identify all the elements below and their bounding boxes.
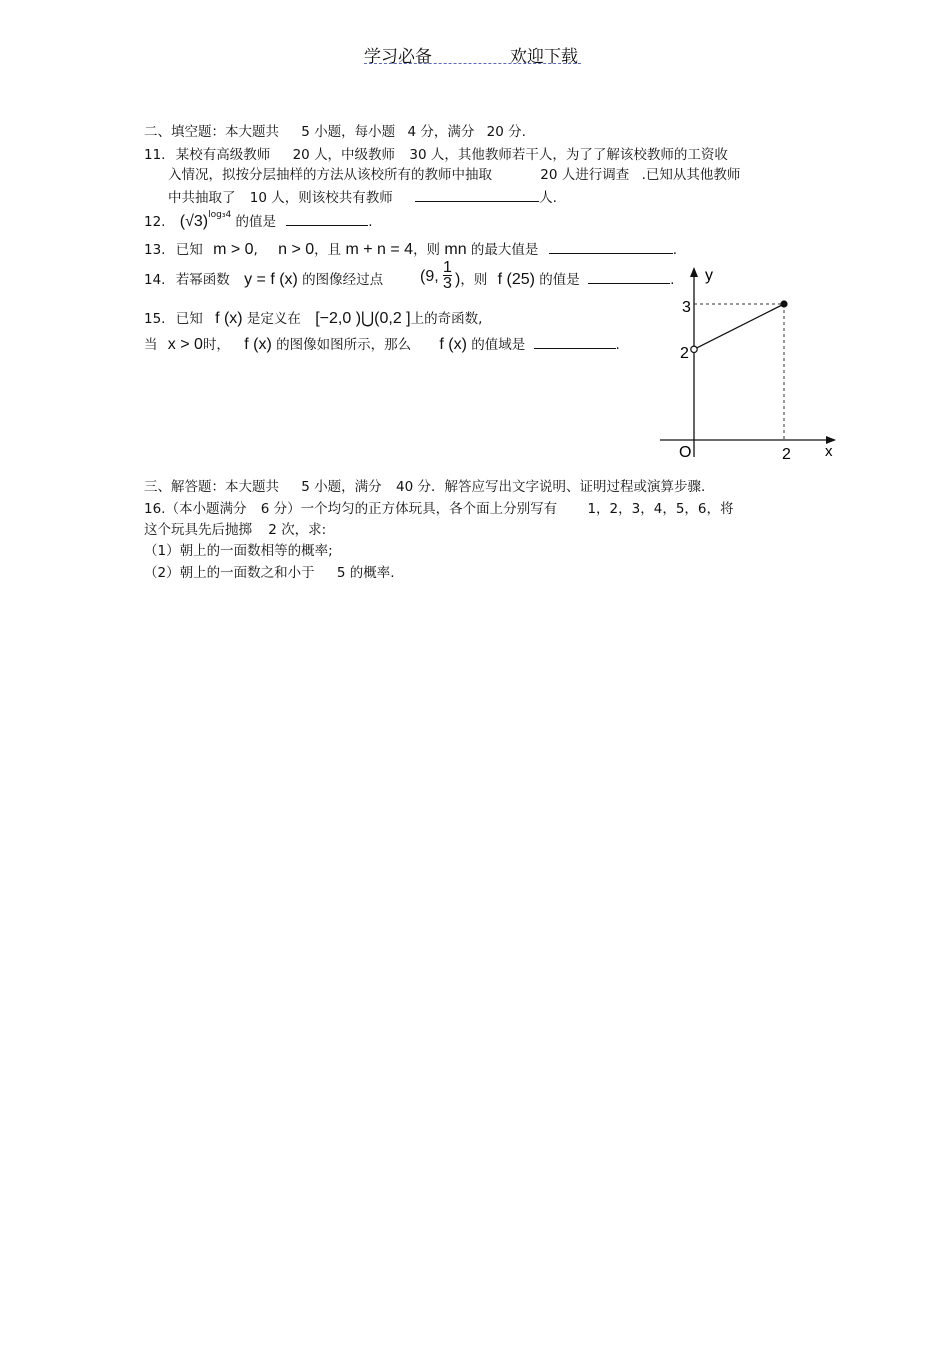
q16-part1: （1）朝上的一面数相等的概率; bbox=[144, 543, 333, 559]
q14-fraction: 1 3 bbox=[443, 259, 452, 292]
q15-line1: 15. 已知 f (x) 是定义在 [−2,0 )⋃(0,2 ]上的奇函数, bbox=[144, 310, 483, 327]
q16-line2: 这个玩具先后抛掷 2 次，求: bbox=[144, 522, 327, 538]
q11-answer-blank[interactable] bbox=[415, 187, 539, 202]
y-tick-3: 3 bbox=[682, 299, 691, 316]
q12-base: (√3) bbox=[179, 213, 209, 230]
function-graph bbox=[655, 262, 845, 467]
q12-exponent: log₃4 bbox=[208, 210, 232, 220]
x-tick-2: 2 bbox=[782, 446, 791, 463]
q16-part2: （2）朝上的一面数之和小于 5 的概率. bbox=[144, 565, 395, 581]
y-tick-2: 2 bbox=[680, 345, 689, 362]
q12-answer-blank[interactable] bbox=[286, 211, 368, 226]
section3-title: 三、解答题：本大题共 5 小题，满分 40 分．解答应写出文字说明、证明过程或演算步骤. bbox=[144, 479, 706, 495]
y-axis-arrow bbox=[690, 267, 698, 277]
function-segment bbox=[694, 304, 784, 349]
y-axis-label: y bbox=[705, 267, 713, 284]
q15-line2: 当 x > 0时， f (x) 的图像如图所示，那么 f (x) 的值域是 . bbox=[144, 336, 620, 353]
q14-line: 14. 若幂函数 y = f (x) 的图像经过点 bbox=[144, 271, 384, 288]
closed-endpoint bbox=[780, 300, 787, 307]
open-endpoint bbox=[691, 346, 697, 352]
q11-line2: 入情况，拟按分层抽样的方法从该校所有的教师中抽取 20 人进行调查 .已知从其他教师 bbox=[168, 167, 741, 183]
q14-point: (9, bbox=[420, 268, 439, 285]
q12-line: 12. $(√3)^{log_34}$ 的值是 . bbox=[144, 210, 373, 230]
q13-answer-blank[interactable] bbox=[549, 239, 673, 254]
x-axis-label: x bbox=[825, 443, 833, 460]
q11-line3: 中共抽取了 10 人，则该校共有教师 人. bbox=[168, 186, 557, 206]
header-right: 欢迎下载 bbox=[510, 47, 578, 67]
q11-line1: 11. 某校有高级教师 20 人，中级教师 30 人，其他教师若干人，为了了解该校教师的工资收 bbox=[144, 147, 728, 163]
q14-tail: )，则 f (25) 的值是 . bbox=[455, 271, 675, 288]
q13-line: 13. 已知 m > 0, n > 0，且 m + n = 4，则 mn 的最大值是 . bbox=[144, 241, 677, 258]
header-left: 学习必备 bbox=[364, 47, 432, 67]
q16-line1: 16.（本小题满分 6 分）一个均匀的正方体玩具，各个面上分别写有 1，2，3，4，5，6，将 bbox=[144, 501, 734, 517]
header-underline bbox=[364, 63, 581, 64]
section2-title: 二、填空题：本大题共 5 小题，每小题 4 分，满分 20 分. bbox=[144, 124, 526, 140]
q15-answer-blank[interactable] bbox=[534, 334, 616, 349]
origin-label: O bbox=[679, 444, 692, 461]
